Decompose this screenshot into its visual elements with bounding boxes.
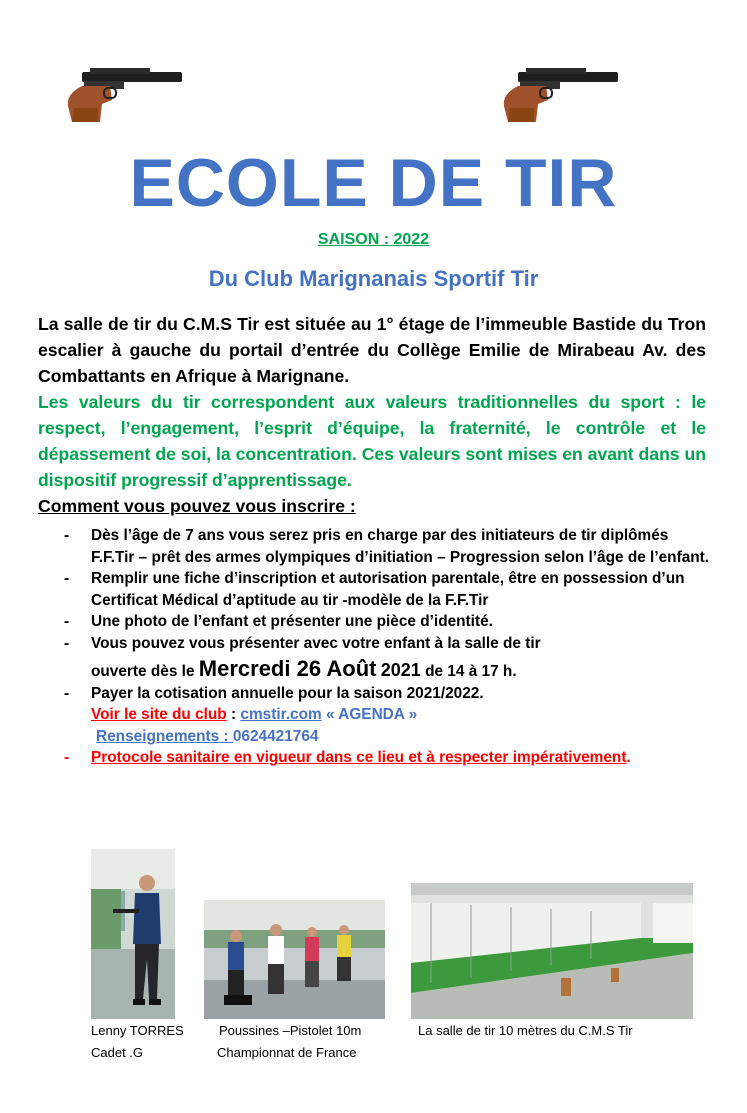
values-paragraph: Les valeurs du tir correspondent aux valeurs traditionnelles du sport : le respect, l’engagement, l’esprit d’équipe, la fraternité, le contrôle et le dépassement de soi, la concentration. Ces valeurs sont mises en avant dans un dispositif progressif d’apprentissage. — [38, 392, 706, 490]
list-item — [64, 633, 714, 683]
list-dash: - — [64, 613, 70, 630]
season-label: SAISON : 2022 — [317, 231, 430, 248]
caption-line: Championnat de France — [217, 1045, 357, 1060]
club-subtitle: Du Club Marignanais Sportif Tir — [208, 266, 539, 291]
info-label: Renseignements — [96, 727, 220, 745]
list-item — [64, 525, 714, 568]
group-photo — [204, 900, 385, 1019]
registration-heading: Comment vous pouvez vous inscrire : — [38, 496, 356, 516]
list-item — [64, 568, 714, 611]
website-line — [91, 704, 714, 726]
list-item — [64, 747, 714, 769]
opening-hours: de 14 à 17 h. — [420, 663, 517, 680]
agenda-label: « AGENDA » — [325, 706, 418, 723]
list-item-text: Une photo de l’enfant et présenter une pièce d’identité. — [91, 613, 493, 630]
list-dash: - — [64, 634, 70, 652]
intro-section — [38, 311, 706, 519]
caption-line: Cadet .G — [91, 1045, 144, 1060]
caption-line: Lenny TORRES — [91, 1023, 184, 1038]
caption-range — [418, 1020, 633, 1042]
list-item-text: Remplir une fiche d’inscription et autorisation parentale, être en possession d’un Certificat Médical d’aptitude au tir -modèle de la F.F.Tir — [91, 570, 685, 609]
list-dash: - — [64, 527, 70, 544]
list-item-text: Payer la cotisation annuelle pour la saison 2021/2022. — [91, 684, 484, 702]
caption-shooter — [91, 1020, 184, 1064]
list-item — [64, 683, 714, 748]
registration-list — [64, 525, 714, 769]
caption-group — [209, 1020, 361, 1064]
info-sep: : — [219, 727, 233, 745]
website-sep: : — [226, 706, 241, 723]
pistol-icon — [498, 64, 620, 126]
caption-line: La salle de tir 10 mètres du C.M.S Tir — [418, 1023, 633, 1038]
opening-pre: ouverte dès le — [91, 663, 199, 680]
opening-date: Mercredi 26 Août — [198, 656, 377, 681]
list-item-text: Dès l’âge de 7 ans vous serez pris en charge par des initiateurs de tir diplômés F.F.Tir – prêt des armes olympiques d’initiation – Progression selon l’âge de l’enfant. — [91, 527, 710, 566]
protocol-text: Protocole sanitaire en vigueur dans ce lieu et à respecter impérativement — [91, 749, 627, 766]
pistol-icon — [62, 64, 184, 126]
location-paragraph: La salle de tir du C.M.S Tir est située au 1° étage de l’immeuble Bastide du Tron escalier à gauche du portail d’entrée du Collège Emilie de Mirabeau Av. des Combattants en Afrique à Marignane. — [38, 314, 706, 386]
list-item-text: Vous pouvez vous présenter avec votre enfant à la salle de tir — [91, 634, 541, 652]
list-dash: - — [64, 684, 70, 702]
opening-year: 2021 — [380, 660, 421, 680]
website-link[interactable]: cmstir.com — [240, 706, 322, 723]
list-dash: - — [64, 749, 70, 766]
info-line — [91, 726, 714, 748]
list-item — [64, 611, 714, 633]
shooter-photo — [91, 849, 175, 1019]
list-dash: - — [64, 570, 70, 587]
website-label: Voir le site du club — [91, 706, 227, 723]
range-photo — [411, 883, 693, 1019]
protocol-end: . — [626, 749, 631, 766]
page-title: ECOLE DE TIR — [129, 145, 618, 221]
info-phone: 0624421764 — [232, 727, 319, 745]
caption-line: Poussines –Pistolet 10m — [219, 1023, 362, 1038]
opening-date-line — [91, 658, 714, 683]
